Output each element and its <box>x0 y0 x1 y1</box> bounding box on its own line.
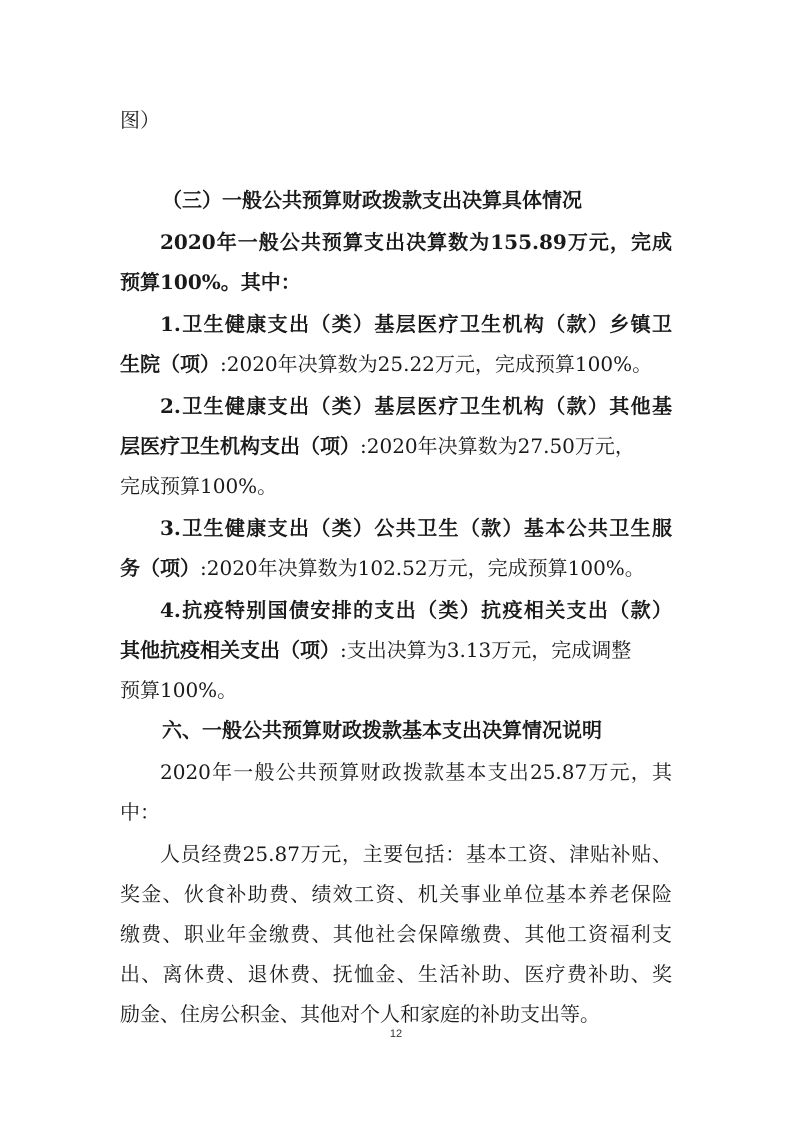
item-4-line3: 预算100%。 <box>120 678 238 702</box>
item-2-bold-part: 层医疗卫生机构支出（项） <box>120 434 360 458</box>
section-three-intro-line1: 2020年一般公共预算支出决算数为155.89万元，完成 <box>160 230 672 254</box>
section-six-intro-line2: 中： <box>120 800 160 824</box>
item-3-bold-part: 务（项） <box>120 556 200 580</box>
item-2-value: :2020年决算数为27.50万元， <box>360 434 635 458</box>
carryover-text: 图） <box>120 108 160 132</box>
personnel-line-3: 缴费、职业年金缴费、其他社会保障缴费、其他工资福利支 <box>120 922 672 946</box>
item-4-line1: 4.抗疫特别国债安排的支出（类）抗疫相关支出（款） <box>160 598 672 622</box>
personnel-line-1: 人员经费25.87万元，主要包括：基本工资、津贴补贴、 <box>160 842 672 866</box>
item-1-bold-part: 生院（项） <box>120 352 220 376</box>
item-4-bold-part: 其他抗疫相关支出（项） <box>120 638 340 662</box>
item-1-line2 <box>120 350 672 378</box>
personnel-line-2: 奖金、伙食补助费、绩效工资、机关事业单位基本养老保险 <box>120 882 672 906</box>
item-4-line2 <box>120 636 672 664</box>
item-3-line2 <box>120 554 672 582</box>
item-2-line1: 2.卫生健康支出（类）基层医疗卫生机构（款）其他基 <box>160 394 672 418</box>
page-number: 12 <box>389 1028 403 1040</box>
section-six-heading: 六、一般公共预算财政拨款基本支出决算情况说明 <box>162 718 602 742</box>
item-1-value: :2020年决算数为25.22万元，完成预算100%。 <box>220 352 653 376</box>
item-4-value: :支出决算为3.13万元，完成调整 <box>340 638 632 662</box>
section-three-heading: （三）一般公共预算财政拨款支出决算具体情况 <box>162 188 582 212</box>
section-three-intro-line2: 预算100%。其中： <box>120 270 301 294</box>
item-3-value: :2020年决算数为102.52万元，完成预算100%。 <box>200 556 645 580</box>
personnel-line-5: 励金、住房公积金、其他对个人和家庭的补助支出等。 <box>120 1002 600 1026</box>
item-2-line2 <box>120 432 672 460</box>
item-3-line1: 3.卫生健康支出（类）公共卫生（款）基本公共卫生服 <box>160 516 672 540</box>
personnel-line-4: 出、离休费、退休费、抚恤金、生活补助、医疗费补助、奖 <box>120 962 672 986</box>
item-2-line3: 完成预算100%。 <box>120 474 278 498</box>
item-1-line1: 1.卫生健康支出（类）基层医疗卫生机构（款）乡镇卫 <box>160 312 672 336</box>
section-six-intro-line1: 2020年一般公共预算财政拨款基本支出25.87万元，其 <box>160 760 672 784</box>
